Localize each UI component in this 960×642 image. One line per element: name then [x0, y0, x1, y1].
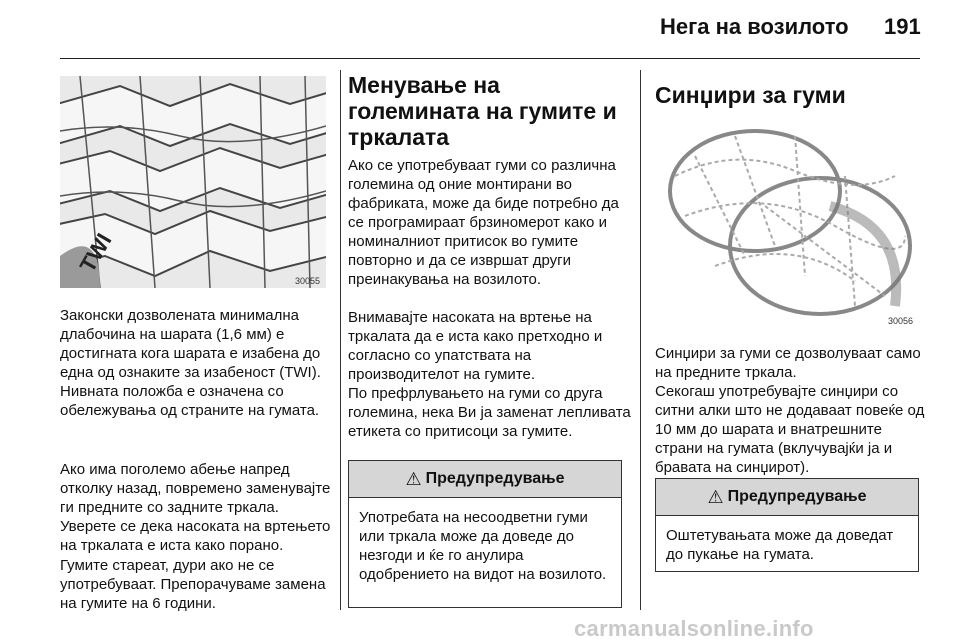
tire-twi-marking: TWI: [74, 229, 117, 277]
warning-box-snow-chains: [655, 478, 919, 572]
header-rule: [60, 58, 920, 59]
page-number: 191: [884, 14, 921, 39]
middle-paragraph-3: По префрлувањето на гуми со друга големина, нека Ви ја заменат лепливата етикета со притисоци за гумите.: [348, 385, 631, 440]
column-divider-left: [340, 70, 341, 610]
left-paragraph-3: Гумите стареат, дури ако не се употребуваат. Препорачуваме замена на гумите на 6 години.: [60, 557, 326, 612]
section-title-tyre-size: Менување на големината на гумите и тркалата: [348, 72, 617, 150]
snow-chain-illustration: [655, 116, 917, 328]
section-title-snow-chains: Синџири за гуми: [655, 82, 846, 108]
warning-icon: ⚠: [707, 486, 724, 507]
image-code: 30056: [887, 316, 913, 326]
warning-header: [349, 461, 621, 498]
warning-heading: Предупредување: [425, 470, 565, 487]
column-divider-right: [640, 70, 641, 610]
warning-header: [656, 479, 918, 516]
left-paragraph-1: Законски дозволената минимална длабочина на шарата (1,6 мм) е достигната кога шарата е изабена до една од ознаките за изабеност (TWI). Нивната положба е означена со обележувања од страните на гумата.: [60, 307, 321, 419]
watermark: carmanualsonline.info: [574, 616, 814, 641]
right-paragraph-1: Синџири за гуми се дозволуваат само на предните тркала.: [655, 345, 921, 381]
warning-text: Употребата на несоодветни гуми или тркала може да доведе до незгоди и ќе го анулира одобрението на видот на возилото.: [359, 509, 607, 583]
middle-paragraph-1: Ако се употребуваат гуми со различна големина од оние монтирани во фабриката, може да биде потребно да се програмираат брзиномерот како и номиналниот притисок во гумите повторно и да се извршат други преинакувања на возилото.: [348, 157, 619, 288]
right-paragraph-2: Секогаш употребувајте синџири со ситни алки што не додаваат повеќе од 10 мм до шарата и внатрешните страни на гумата (вклучувајќи ја и бравата на синџирот).: [655, 383, 925, 476]
image-code: 30055: [294, 276, 320, 286]
middle-paragraph-2: Внимавајте насоката на вртење на тркалата да е иста како претходно и согласно со упатствата на производителот на гумите.: [348, 309, 603, 383]
tire-tread-illustration: [60, 76, 326, 288]
warning-heading: Предупредување: [727, 488, 867, 505]
warning-box-tyre-size: [348, 460, 622, 608]
warning-icon: ⚠: [405, 468, 422, 489]
left-paragraph-2: Ако има поголемо абење напред отколку назад, повремено заменувајте ги предните со задните тркала. Уверете се дека насоката на вртењето на тркалата е иста како порано.: [60, 461, 331, 554]
page-header-title: Нега на возилото: [660, 14, 849, 39]
warning-text: Оштетувањата може да доведат до пукање на гумата.: [666, 527, 894, 563]
